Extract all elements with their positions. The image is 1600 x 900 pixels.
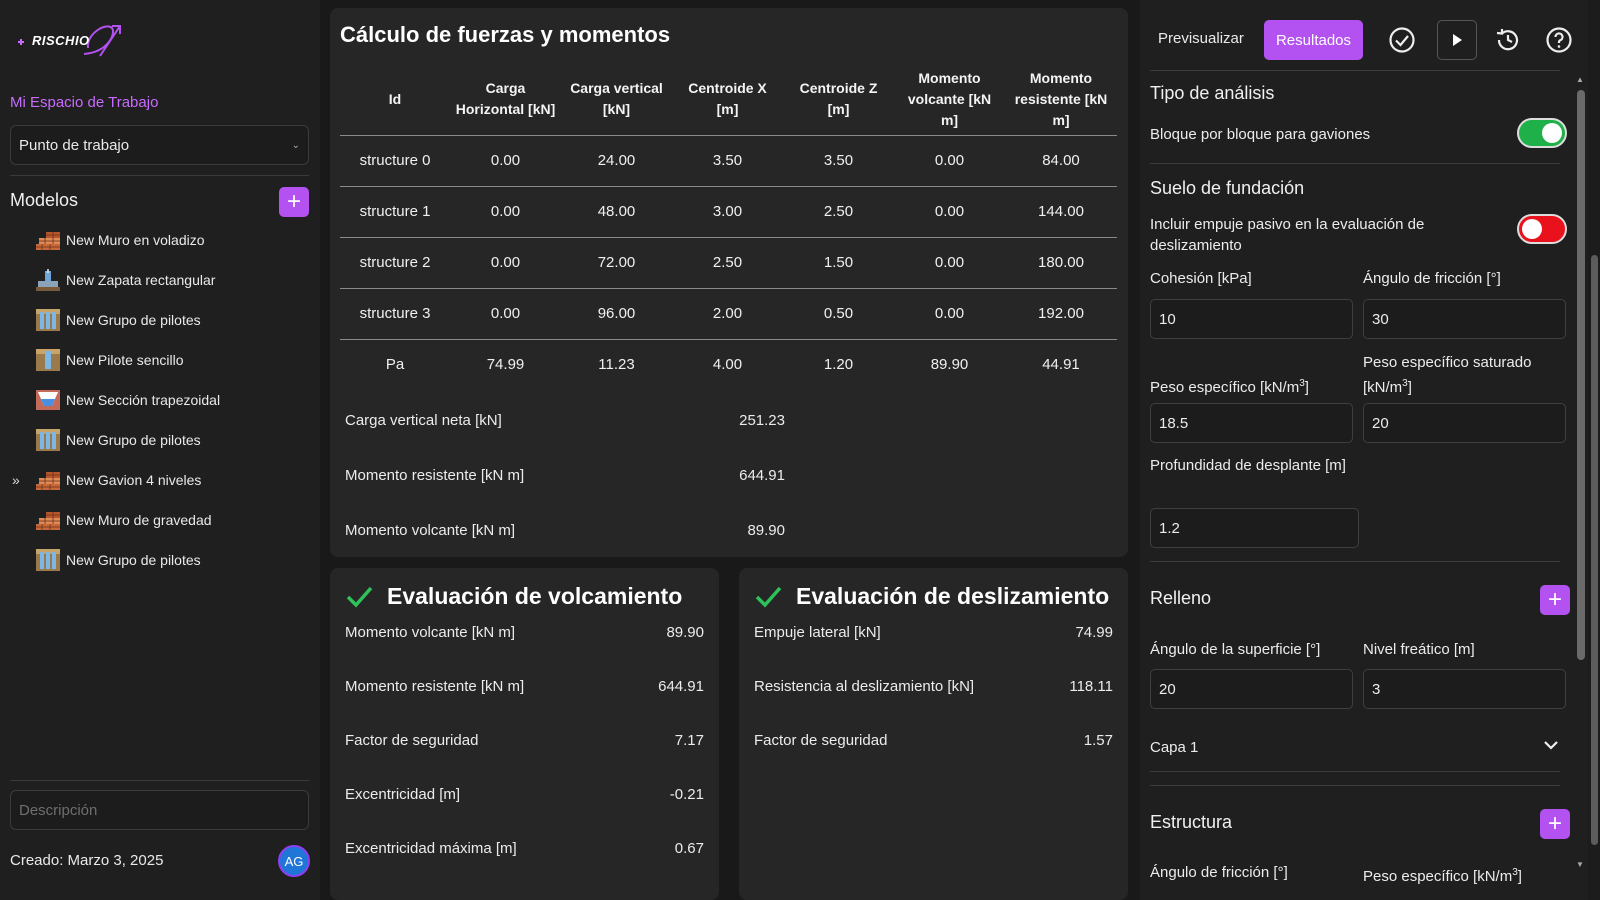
structure-weight-label: Peso específico $[kN/m^3]$	[1363, 867, 1522, 885]
page-scrollbar[interactable]	[1588, 0, 1600, 900]
toggle-knob	[1542, 123, 1562, 143]
friction-angle-label: Ángulo de fricción [°]	[1363, 270, 1501, 287]
evaluation-label: Factor de seguridad	[754, 732, 888, 749]
table-header-row	[340, 64, 1117, 135]
overturning-title	[345, 582, 682, 610]
logo-text: RISCHIO	[32, 33, 90, 48]
run-button[interactable]	[1437, 20, 1477, 60]
table-cell: 44.91	[1042, 356, 1080, 374]
models-title: Modelos	[10, 190, 79, 210]
table-cell: 144.00	[1005, 186, 1117, 237]
history-button[interactable]	[1492, 24, 1524, 56]
table-cell: 0.00	[894, 288, 1005, 339]
sidebar	[0, 0, 320, 900]
model-list	[0, 220, 320, 580]
pile-icon	[36, 349, 60, 371]
table-cell: 0.00	[450, 135, 561, 186]
table-row	[340, 135, 1117, 186]
layer-1-label[interactable]: Capa 1	[1150, 739, 1199, 756]
model-list-item[interactable]	[0, 420, 320, 460]
summary-value: 644.91	[739, 467, 785, 484]
evaluation-value: 644.91	[658, 678, 704, 695]
evaluation-row	[345, 786, 704, 803]
toolbar	[1140, 20, 1570, 60]
structure-friction-label: Ángulo de fricción [°]	[1150, 864, 1288, 881]
table-cell: 192.00	[1005, 288, 1117, 339]
unit-weight-input[interactable]: 18.5	[1150, 403, 1353, 443]
add-backfill-button[interactable]	[1540, 585, 1570, 615]
table-cell: 0.00	[450, 237, 561, 288]
table-cell: 3.50	[783, 135, 894, 186]
model-label: New Muro en voladizo	[66, 232, 205, 248]
scroll-thumb[interactable]	[1577, 90, 1585, 660]
foundation-depth-label: Profundidad de desplante [m]	[1150, 457, 1346, 474]
table-cell: 0.00	[894, 237, 1005, 288]
col-header: Centroide Z [m]	[783, 64, 894, 135]
block-by-block-label: Bloque por bloque para gaviones	[1150, 126, 1371, 143]
sidebar-divider	[10, 175, 309, 176]
table-cell: 2.50	[783, 186, 894, 237]
cohesion-label: Cohesión [kPa]	[1150, 270, 1252, 287]
forces-table	[340, 64, 1117, 390]
model-list-item[interactable]	[0, 540, 320, 580]
pile-group-icon	[36, 429, 60, 451]
section-divider	[1150, 785, 1560, 786]
model-list-item[interactable]	[0, 260, 320, 300]
table-row	[340, 237, 1117, 288]
avatar[interactable]: AG	[278, 845, 310, 877]
evaluation-label: Resistencia al deslizamiento [kN]	[754, 678, 975, 695]
passive-pressure-label: Incluir empuje pasivo en la evaluación de deslizamiento	[1150, 216, 1425, 254]
model-list-item[interactable]	[0, 220, 320, 260]
evaluation-value: 74.99	[1075, 624, 1113, 641]
table-cell: 3.00	[672, 186, 783, 237]
table-cell: 0.00	[450, 288, 561, 339]
plus-icon: +	[1547, 810, 1562, 837]
evaluation-value: 1.57	[1083, 732, 1113, 749]
sidebar-divider-bottom	[10, 780, 309, 781]
summary-row	[345, 412, 785, 429]
preview-button[interactable]: Previsualizar	[1158, 30, 1244, 47]
overturning-panel	[330, 568, 719, 900]
sliding-title	[754, 582, 1109, 610]
table-cell: 84.00	[1005, 135, 1117, 186]
evaluation-label: Momento volcante [kN m]	[345, 624, 516, 641]
overturning-title-text: Evaluación de volcamiento	[387, 582, 683, 609]
foundation-depth-input[interactable]: 1.2	[1150, 508, 1359, 548]
settings-panel	[1140, 0, 1600, 900]
sliding-panel	[739, 568, 1128, 900]
chevron-down-icon[interactable]	[1543, 738, 1559, 756]
table-row	[340, 288, 1117, 339]
model-label: New Gavion 4 niveles	[66, 472, 202, 488]
col-header: Carga Horizontal [kN]	[450, 64, 561, 135]
model-list-item[interactable]	[0, 300, 320, 340]
validate-button[interactable]	[1386, 24, 1418, 56]
add-structure-button[interactable]	[1540, 809, 1570, 839]
table-cell: 4.00	[712, 356, 743, 374]
saturated-weight-input[interactable]: 20	[1363, 403, 1566, 443]
unit-weight-label: Peso específico $[kN/m^3]$	[1150, 378, 1309, 396]
table-cell: 89.90	[930, 356, 969, 374]
water-level-label: Nivel freático [m]	[1363, 641, 1475, 658]
table-cell: structure 0	[340, 135, 450, 186]
forces-moments-panel	[330, 8, 1128, 557]
brick-wall-icon	[36, 229, 60, 251]
table-cell: 1.50	[783, 237, 894, 288]
passive-pressure-toggle[interactable]	[1517, 214, 1567, 244]
summary-value: 251.23	[739, 412, 785, 429]
model-list-item[interactable]	[0, 340, 320, 380]
table-cell: 180.00	[1005, 237, 1117, 288]
check-icon	[754, 582, 782, 610]
created-date: Creado: Marzo 3, 2025	[10, 852, 164, 869]
table-cell: 1.20	[823, 356, 854, 374]
add-model-button[interactable]	[279, 187, 309, 217]
double-chevron-right-icon: »	[12, 472, 20, 488]
table-cell: structure 1	[340, 186, 450, 237]
evaluation-label: Factor de seguridad	[345, 732, 479, 749]
summary-label: Momento resistente [kN m]	[345, 467, 525, 484]
col-header: Carga vertical [kN]	[561, 64, 672, 135]
table-body	[340, 135, 1117, 390]
check-icon	[345, 582, 373, 610]
footing-icon	[36, 269, 60, 291]
section-divider	[1150, 70, 1560, 71]
friction-angle-input[interactable]: 30	[1363, 299, 1566, 339]
table-cell: 24.00	[561, 135, 672, 186]
panel-title: Cálculo de fuerzas y momentos	[340, 22, 671, 47]
table-cell: 0.00	[450, 186, 561, 237]
evaluation-row	[754, 732, 1113, 749]
surface-angle-input[interactable]: 20	[1150, 669, 1353, 709]
table-cell: 74.99	[486, 356, 525, 374]
model-label: New Pilote sencillo	[66, 352, 184, 368]
model-list-item[interactable]	[0, 500, 320, 540]
table-row	[340, 186, 1117, 237]
evaluation-row	[345, 678, 704, 695]
evaluation-value: -0.21	[669, 786, 704, 803]
summary-row	[345, 522, 785, 539]
col-header: Id	[340, 64, 450, 135]
settings-scrollbar[interactable]	[1574, 70, 1586, 880]
evaluation-row	[345, 840, 704, 857]
brick-wall-icon	[36, 509, 60, 531]
analysis-type-title: Tipo de análisis	[1150, 83, 1275, 103]
pile-group-icon	[36, 309, 60, 331]
table-row	[340, 339, 1117, 390]
model-label: New Grupo de pilotes	[66, 432, 201, 448]
help-icon	[1545, 26, 1573, 54]
evaluation-label: Excentricidad máxima [m]	[345, 840, 517, 857]
table-cell: 72.00	[561, 237, 672, 288]
saturated-weight-label: Peso específico saturado $[kN/m^3]$	[1363, 354, 1532, 396]
scroll-down-icon[interactable]: ▼	[1576, 860, 1584, 869]
section-divider	[1150, 771, 1560, 772]
table-cell: 0.00	[894, 135, 1005, 186]
description-input[interactable]: Descripción	[10, 790, 309, 830]
water-level-input[interactable]: 3	[1363, 669, 1566, 709]
brick-wall-icon	[36, 469, 60, 491]
workspace-select-value: Punto de trabajo	[19, 136, 130, 154]
col-header: Momento volcante [kN m]	[894, 64, 1005, 135]
foundation-soil-title: Suelo de fundación	[1150, 178, 1305, 198]
summary-value: 89.90	[747, 522, 785, 539]
table-cell: 2.50	[672, 237, 783, 288]
col-header: Momento resistente [kN m]	[1005, 64, 1117, 135]
model-label: New Muro de gravedad	[66, 512, 212, 528]
evaluation-value: 7.17	[674, 732, 704, 749]
section-divider	[1150, 163, 1560, 164]
table-cell: 0.00	[894, 186, 1005, 237]
table-cell: 96.00	[561, 288, 672, 339]
model-label: New Grupo de pilotes	[66, 552, 201, 568]
table-cell: Pa	[385, 356, 405, 374]
section-divider	[1150, 561, 1560, 562]
model-label: New Grupo de pilotes	[66, 312, 201, 328]
evaluation-row	[754, 624, 1113, 641]
page-scroll-thumb[interactable]	[1591, 255, 1598, 845]
evaluation-label: Momento resistente [kN m]	[345, 678, 525, 695]
evaluation-row	[345, 624, 704, 641]
cohesion-input[interactable]: 10	[1150, 299, 1353, 339]
evaluation-value: 0.67	[674, 840, 704, 857]
summary-label: Carga vertical neta [kN]	[345, 412, 502, 429]
chevron-down-icon: ⌄	[291, 139, 300, 151]
workspace-select[interactable]	[10, 125, 309, 165]
table-cell: 0.50	[783, 288, 894, 339]
results-button[interactable]: Resultados	[1264, 20, 1363, 60]
table-cell: structure 2	[340, 237, 450, 288]
help-button[interactable]	[1543, 24, 1575, 56]
logo[interactable]	[16, 20, 124, 60]
table-cell: structure 3	[340, 288, 450, 339]
col-header: Centroide X [m]	[672, 64, 783, 135]
model-label: New Zapata rectangular	[66, 272, 216, 288]
model-list-item[interactable]	[0, 380, 320, 420]
summary-row	[345, 467, 785, 484]
model-label: New Sección trapezoidal	[66, 392, 221, 408]
summary-label: Momento volcante [kN m]	[345, 522, 516, 539]
block-by-block-toggle[interactable]	[1517, 118, 1567, 148]
evaluation-value: 89.90	[666, 624, 704, 641]
table-cell: 11.23	[598, 356, 635, 374]
surface-angle-label: Ángulo de la superficie [°]	[1150, 641, 1321, 658]
evaluation-label: Empuje lateral [kN]	[754, 624, 881, 641]
sliding-title-text: Evaluación de deslizamiento	[796, 582, 1110, 609]
scroll-up-icon[interactable]: ▲	[1576, 75, 1584, 84]
play-icon	[1449, 32, 1465, 48]
plus-icon: +	[286, 188, 301, 215]
table-cell: 48.00	[561, 186, 672, 237]
trapezoid-channel-icon	[36, 389, 60, 411]
table-cell: 3.50	[672, 135, 783, 186]
evaluation-label: Excentricidad [m]	[345, 786, 461, 803]
pile-group-icon	[36, 549, 60, 571]
structure-title: Estructura	[1150, 812, 1233, 832]
table-cell: 2.00	[672, 288, 783, 339]
plus-icon: +	[1547, 586, 1562, 613]
toggle-knob	[1522, 219, 1542, 239]
workspace-label: Mi Espacio de Trabajo	[10, 94, 159, 111]
model-list-item[interactable]	[0, 460, 320, 500]
history-icon	[1494, 26, 1522, 54]
check-circle-icon	[1388, 26, 1416, 54]
backfill-title: Relleno	[1150, 588, 1212, 608]
evaluation-value: 118.11	[1069, 678, 1113, 695]
evaluation-row	[345, 732, 704, 749]
evaluation-row	[754, 678, 1113, 695]
